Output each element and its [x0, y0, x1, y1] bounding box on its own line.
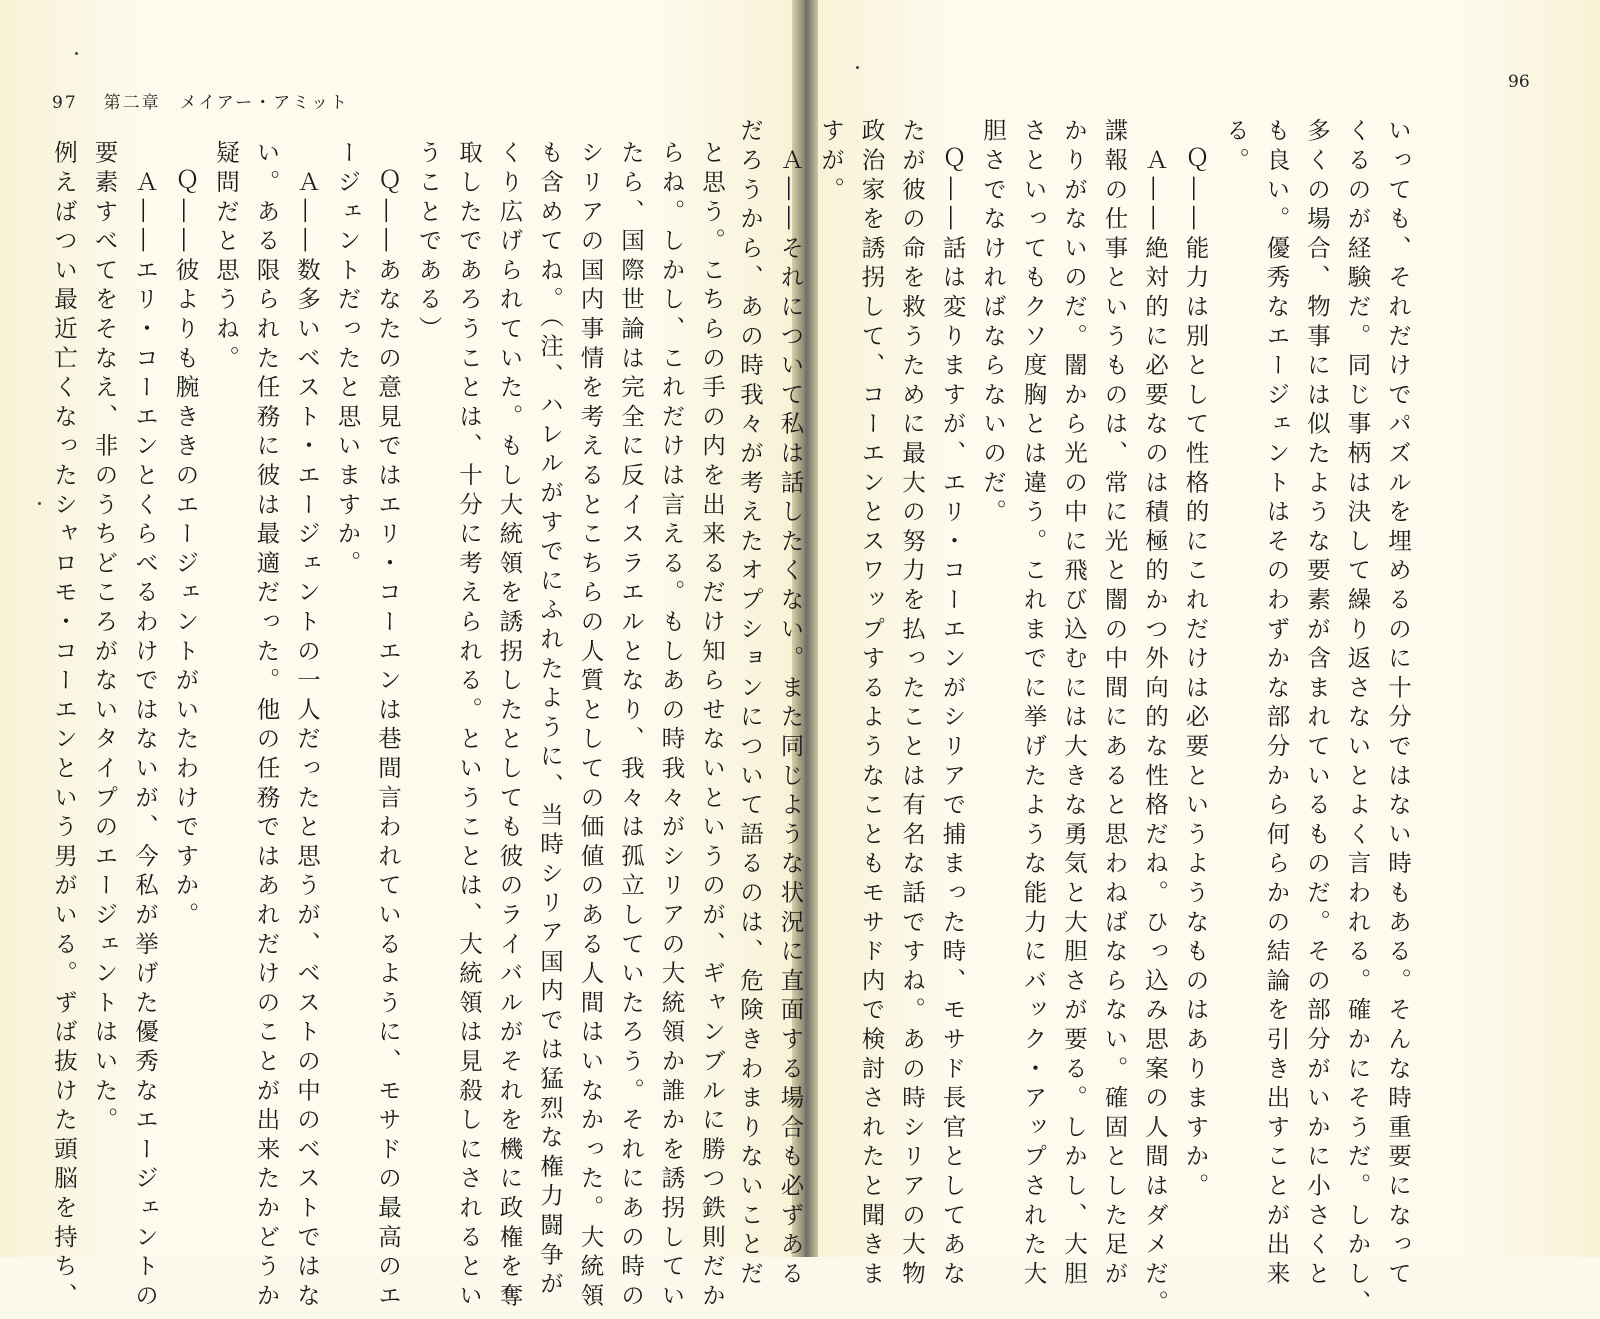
left-page-text	[44, 140, 733, 1312]
text-line: Ｑ――彼よりも腕ききのエージェントがいたわけですか。	[171, 140, 200, 932]
text-line: 要素すべてをそなえ、非のうちどころがないタイプのエージェントはいた。	[90, 140, 119, 1137]
text-line: 諜報の仕事というものは、常に光と闇の中間にあると思わねばならない。確固とした足が	[1100, 118, 1129, 1290]
right-page-text	[730, 118, 1419, 1319]
text-line: る。	[1222, 118, 1250, 177]
text-line: ージェントだったと思いますか。	[333, 140, 362, 580]
text-line: いっても、それだけでパズルを埋めるのに十分ではない時もある。そんな時重要になって	[1384, 118, 1412, 1290]
text-line: Ａ――エリ・コーエンとくらべるわけではないが、今私が挙げた優秀なエージェントの	[131, 140, 159, 1312]
text-line: 胆さでなければならないのだ。	[979, 118, 1007, 529]
text-line: たが彼の命を救うために最大の努力を払ったことは有名な話ですね。あの時シリアの大物	[898, 118, 926, 1290]
text-line: Ａ――数多いベスト・エージェントの一人だったと思うが、ベストの中のベストではな	[293, 140, 321, 1312]
chapter-title: 第二章 メイアー・アミット	[103, 93, 349, 113]
text-line: 取したであろうことは、十分に考えられる。ということは、大統領は見殺しにされるとい	[455, 140, 483, 1312]
scan-speck	[856, 66, 859, 69]
text-line: Ａ――それについて私は話したくない。また同じような状況に直面する場合も必ずある	[776, 118, 805, 1290]
text-line: シリアの国内事情を考えるとこちらの人質としての価値のある人間はいなかった。大統領	[576, 140, 605, 1312]
text-line: らね。しかし、これだけは言える。もしあの時我々がシリアの大統領か誰かを誘拐してい	[657, 140, 686, 1312]
text-line: すが。	[817, 118, 845, 206]
text-line: も含めてね。（注、ハレルがすでにふれたように、当時シリア国内では猛烈な権力闘争が	[536, 140, 564, 1301]
text-line: だろうから、あの時我々が考えたオプションについて語るのは、危険きわまりないことだ	[736, 118, 764, 1290]
text-line: い。ある限られた任務に彼は最適だった。他の任務ではあれだけのことが出来たかどうか	[252, 140, 281, 1312]
left-running-header	[52, 88, 349, 113]
text-line: 政治家を誘拐して、コーエンとスワップするようなこともモサド内で検討されたと聞きま	[857, 118, 886, 1290]
text-line: さといってもクソ度胸とは違う。これまでに挙げたような能力にバック・アップされた大	[1019, 118, 1048, 1290]
text-line: も良い。優秀なエージェントはそのわずかな部分から何らかの結論を引き出すことが出来	[1262, 118, 1291, 1290]
text-line: Ａ――絶対的に必要なのは積極的かつ外向的な性格だね。ひっ込み思案の人間はダメだ。	[1141, 118, 1169, 1319]
text-line: と思う。こちらの手の内を出来るだけ知らせないというのが、ギャンブルに勝つ鉄則だか	[698, 140, 726, 1312]
text-line: かりがないのだ。闇から光の中に飛び込むには大きな勇気と大胆さが要る。しかし、大胆	[1060, 118, 1088, 1290]
text-line: Ｑ――能力は別として性格的にこれだけは必要というようなものはありますか。	[1181, 118, 1210, 1203]
text-line: Ｑ――あなたの意見ではエリ・コーエンは巷間言われているように、モサドの最高のエ	[374, 140, 402, 1312]
text-line: くるのが経験だ。同じ事柄は決して繰り返さないとよく言われる。確かにそうだ。しかし、	[1343, 118, 1372, 1319]
text-line: たら、国際世論は完全に反イスラエルとなり、我々は孤立していたろう。それにあの時の	[617, 140, 645, 1312]
text-line: 疑問だと思うね。	[212, 140, 240, 375]
text-line: Ｑ――話は変りますが、エリ・コーエンがシリアで捕まった時、モサド長官としてあな	[938, 118, 967, 1290]
text-line: うことである）	[414, 140, 443, 346]
left-page-number: 97	[52, 93, 78, 113]
text-line: 多くの場合、物事には似たような要素が含まれているものだ。その部分がいかに小さくと	[1303, 118, 1331, 1290]
right-page-number: 96	[1508, 72, 1530, 92]
text-line: くり広げられていた。もし大統領を誘拐したとしても彼のライバルがそれを機に政権を奪	[495, 140, 524, 1312]
scan-speck	[75, 52, 78, 55]
scan-speck	[38, 502, 41, 505]
text-line: 例えばつい最近亡くなったシャロモ・コーエンという男がいる。ずば抜けた頭脳を持ち、	[50, 140, 78, 1312]
